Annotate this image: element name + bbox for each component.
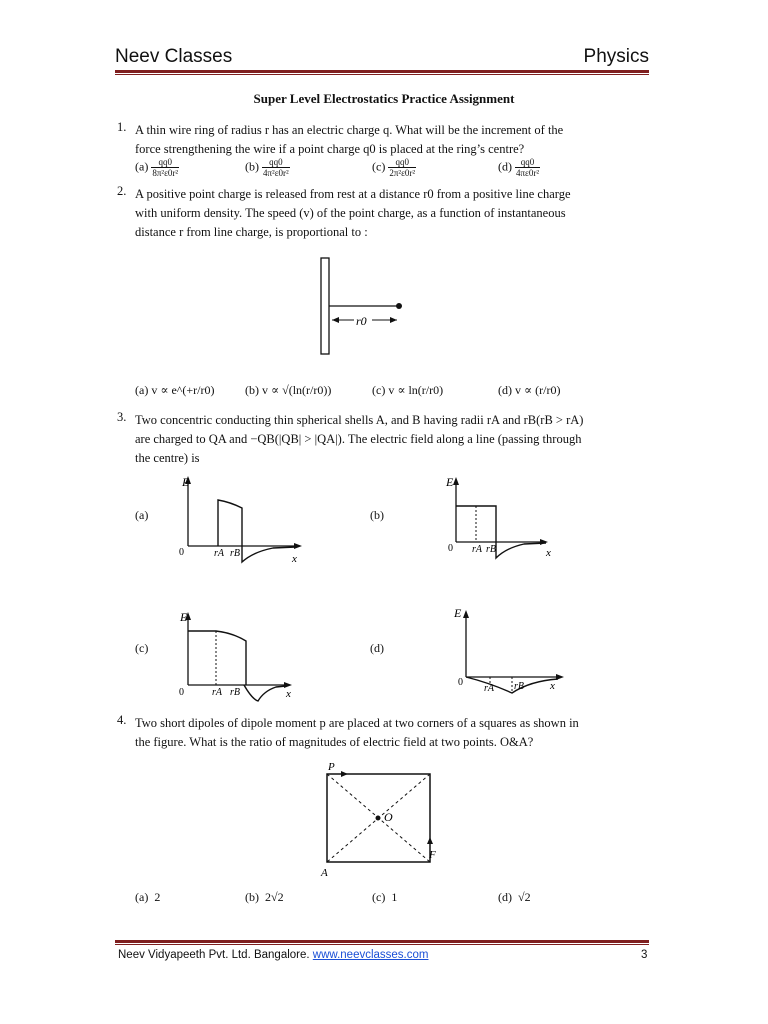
svg-text:rA: rA [484,683,494,694]
q2-number: 2. [117,184,127,198]
svg-text:0: 0 [458,677,463,688]
svg-text:x: x [292,553,297,565]
q1-option-d[interactable]: (d) $\frac{qq0}{\text{4πε0r²}}$ [498,157,540,178]
q3-option-b[interactable]: (b) [370,508,384,522]
svg-text:E: E [454,606,462,620]
svg-text:A: A [321,867,328,879]
r0-label: r0 [356,314,367,328]
q3-option-c[interactable]: (c) [135,641,149,655]
q3-line1: Two concentric conducting thin spherical shells A, and B having radii rA and rB(rB > rA) [135,413,584,427]
footer-text: Neev Vidyapeeth Pvt. Ltd. Bangalore. [118,949,310,961]
arrow-right-icon [390,317,397,323]
header-left: Neev Classes [115,46,233,67]
q1-line2: force strengthening the wire if a point charge q0 is placed at the ring’s centre? [135,142,525,156]
q2-option-a[interactable]: (a) v ∝ e^(+r/r0) [135,383,215,397]
line-charge-rod [321,258,329,354]
q3-line3: the centre) is [135,451,200,465]
q4-line2: the figure. What is the ratio of magnitudes of electric field at two points. O&A? [135,735,534,749]
q2-option-b[interactable]: (b) v ∝ √(ln(r/r0)) [245,383,332,397]
y-axis-arrow-icon [453,477,459,485]
x-axis-arrow-icon [294,543,302,549]
svg-text:x: x [550,680,555,692]
svg-text:rA: rA [214,548,224,559]
q4-option-b[interactable]: (b) 2√2 [245,890,284,904]
q2-option-d[interactable]: (d) v ∝ (r/r0) [498,383,561,397]
graph-b [444,472,574,572]
footer-rule-thin [115,944,649,945]
point-charge [396,303,402,309]
q1-line1: A thin wire ring of radius r has an electric charge q. What will be the increment of the [135,123,564,137]
q3-option-d[interactable]: (d) [370,641,384,655]
q1-option-b[interactable]: (b) $\frac{qq0}{\text{4π²ε0r²}}$ [245,157,289,178]
page-number: 3 [641,949,648,961]
footer [118,949,428,961]
assignment-title: Super Level Electrostatics Practice Assignment [253,91,515,106]
svg-text:rB: rB [230,687,240,698]
dipole-square-figure [318,758,444,882]
q3-option-a[interactable]: (a) [135,508,149,522]
dipole-p-arrow-icon [341,771,348,777]
x-axis-arrow-icon [540,539,548,545]
q4-line1: Two short dipoles of dipole moment p are placed at two corners of a squares as shown in [135,716,579,730]
q4-option-c[interactable]: (c) 1 [372,890,398,904]
q4-number: 4. [117,713,127,727]
svg-text:x: x [286,688,291,700]
svg-text:E: E [182,475,190,489]
header-rule-thin [115,74,649,75]
svg-text:F: F [429,849,436,861]
svg-text:E: E [446,475,454,489]
header-right: Physics [583,46,649,67]
q1-option-c[interactable]: (c) $\frac{qq0}{\text{2π²ε0r²}}$ [372,157,416,178]
header-rule [115,70,649,73]
footer-link[interactable]: www.neevclasses.com [312,949,429,961]
graph-a [178,472,308,572]
svg-text:0: 0 [179,687,184,698]
svg-text:rB: rB [514,681,524,692]
q2-line1: A positive point charge is released from rest at a distance r0 from a positive line charge [135,187,571,201]
svg-text:rA: rA [212,687,222,698]
svg-text:rB: rB [486,544,496,555]
line-charge-figure [300,255,420,360]
q4-option-a[interactable]: (a) 2 [135,890,161,904]
svg-text:P: P [328,761,335,773]
svg-text:E: E [180,610,188,624]
footer-rule [115,940,649,943]
q3-number: 3. [117,410,127,424]
svg-text:x: x [546,547,551,559]
y-axis-arrow-icon [463,610,469,618]
svg-text:0: 0 [448,543,453,554]
page-header [115,44,649,70]
arrow-left-icon [332,317,339,323]
graph-c [178,605,308,705]
q1-number: 1. [117,120,127,134]
svg-text:O: O [384,810,393,824]
graph-d [450,605,580,705]
q2-line3: distance r from line charge, is proportional to : [135,225,368,239]
q3-line2: are charged to QA and −QB(|QB| > |QA|). The electric field along a line (passing through [135,432,582,446]
q1-option-a[interactable]: (a) $\frac{qq0}{\text{8π²ε0r²}}$ [135,157,179,178]
svg-text:rA: rA [472,544,482,555]
dipole-f-arrow-icon [427,837,433,844]
centre-point [376,816,381,821]
svg-text:0: 0 [179,547,184,558]
q2-option-c[interactable]: (c) v ∝ ln(r/r0) [372,383,444,397]
q4-option-d[interactable]: (d) √2 [498,890,531,904]
q2-line2: with uniform density. The speed (v) of the point charge, as a function of instantaneous [135,206,566,220]
svg-text:rB: rB [230,548,240,559]
